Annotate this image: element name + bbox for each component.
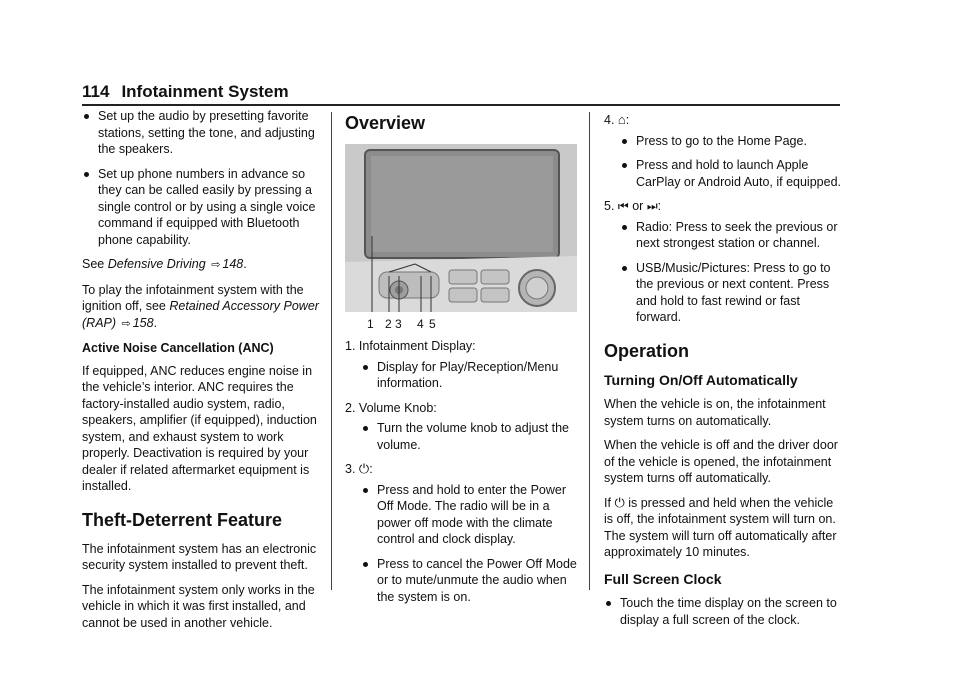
callout-2: 2 (385, 317, 392, 331)
cross-reference[interactable]: Retained Accessory Power (RAP) (82, 299, 319, 330)
list-item: Press and hold to enter the Power Off Mode. The radio will be in a power off mode with the climate control and clock display. (361, 482, 581, 548)
list-item: Radio: Press to seek the previous or next strongest station or channel. (620, 219, 842, 252)
item-label: : (369, 462, 373, 476)
list-item: Touch the time display on the screen to display a full screen of the clock. (604, 595, 842, 628)
home-icon: ⌂ (617, 112, 626, 127)
column-divider (589, 112, 590, 590)
overview-list (345, 338, 581, 605)
page-arrow-icon: ⇨ (121, 317, 131, 330)
column-1 (82, 108, 322, 639)
turn-paragraph (604, 495, 842, 561)
see-prefix: See (82, 257, 105, 271)
list-item: Turn the volume knob to adjust the volume. (361, 420, 581, 453)
list-item: USB/Music/Pictures: Press to go to the previous or next content. Press and hold to fast rewind or fast forward. (620, 260, 842, 326)
seek-forward-icon: ⏭ (646, 199, 658, 213)
item-number: 2. (345, 400, 356, 415)
operation-title: Operation (604, 340, 690, 361)
play-paragraph: To play the infotainment system with the ignition off, see Retained Accessory Power (RAP) ⇨ 158. (82, 282, 322, 333)
list-item: Press to go to the Home Page. (620, 133, 842, 150)
list-item: Set up phone numbers in advance so they can be called easily by pressing a single control or by using a single voice command if equipped with Bluetooth phone capability. (82, 166, 322, 249)
item-number: 1. (345, 339, 356, 353)
list-item (604, 198, 842, 215)
item-number: 3. (345, 462, 356, 476)
item-label: : (625, 113, 630, 127)
column-3 (604, 108, 842, 636)
theft-paragraph: The infotainment system has an electronic security system installed to prevent theft. (82, 541, 317, 572)
item-label: Volume Knob: (358, 400, 437, 415)
turn-title: Turning On/Off Automatically (604, 371, 798, 388)
column-divider (331, 112, 332, 590)
clock-title: Full Screen Clock (604, 570, 722, 587)
page-header (82, 82, 840, 104)
infotainment-illustration-graphic (345, 144, 577, 334)
list-item (345, 338, 581, 355)
list-item (604, 112, 842, 129)
turn-paragraph: When the vehicle is on, the infotainment system turns on automatically. (604, 397, 826, 428)
callout-3: 3 (395, 317, 402, 331)
header-rule (82, 104, 840, 106)
infotainment-illustration (345, 144, 577, 331)
section-title: Infotainment System (121, 82, 289, 101)
callout-5: 5 (429, 317, 436, 331)
turn-paragraph: When the vehicle is off and the driver door of the vehicle is opened, the infotainment system turns off automatically. (604, 438, 838, 485)
play-text: To play the infotainment system with the ignition off, see (82, 282, 304, 313)
theft-paragraph: The infotainment system only works in the vehicle in which it was first installed, and cannot be used in another vehicle. (82, 582, 315, 630)
page-number: 114 (82, 82, 110, 101)
anc-title: Active Noise Cancellation (ANC) (82, 341, 274, 355)
item-number: 4. (604, 113, 615, 127)
callout-4: 4 (417, 317, 424, 331)
column-2 (345, 108, 581, 613)
list-item (345, 400, 581, 417)
power-icon: ⏻ (358, 461, 370, 476)
list-item: Press and hold to launch Apple CarPlay or Android Auto, if equipped. (620, 157, 842, 190)
list-item: Display for Play/Reception/Menu information. (361, 359, 581, 392)
list-item (345, 461, 581, 478)
cross-reference[interactable]: Defensive Driving (107, 257, 206, 271)
item-label: : (657, 199, 662, 213)
see-paragraph: See Defensive Driving ⇨ 148. (82, 256, 322, 274)
seek-back-icon: ⏮ (617, 199, 629, 213)
theft-title: Theft-Deterrent Feature (82, 509, 283, 530)
item-number: 5. (604, 199, 615, 213)
overview-title: Overview (345, 113, 426, 133)
callout-1: 1 (367, 317, 374, 331)
item-or: or (632, 199, 644, 213)
page-ref[interactable]: 148 (222, 257, 244, 271)
list-item: Press to cancel the Power Off Mode or to mute/unmute the audio when the system is on. (361, 556, 581, 606)
anc-text: If equipped, ANC reduces engine noise in the vehicle’s interior. ANC requires the factory-installed audio system, radio, speakers, amplifier (if equipped), induction system, and exhaust system to work properly. Deactivation is required by your dealer if related aftermarket equipment is installed. (82, 363, 317, 493)
turn-text-b: is pressed and held when the vehicle is off, the infotainment system will turn on. The system will turn off automatically after approximately 10 minutes. (604, 495, 837, 559)
item-label: Infotainment Display: (358, 339, 476, 353)
page-ref[interactable]: 158 (132, 315, 154, 330)
turn-text-a: If (604, 495, 611, 510)
page-arrow-icon: ⇨ (211, 259, 221, 271)
list-item: Set up the audio by presetting favorite stations, setting the tone, and adjusting the speakers. (82, 108, 322, 158)
power-icon: ⏻ (614, 494, 625, 510)
